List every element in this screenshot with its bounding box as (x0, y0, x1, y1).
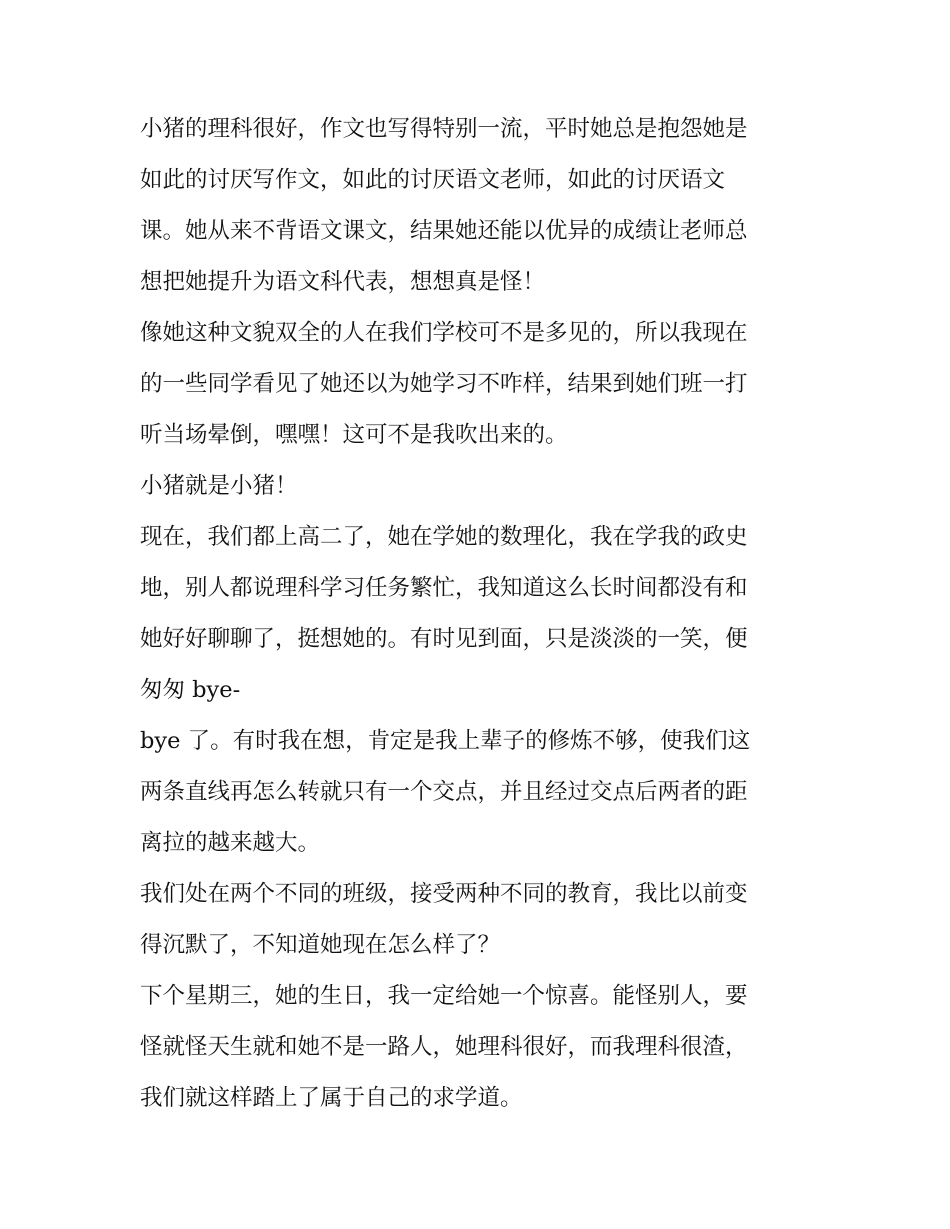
text-line: 下个星期三，她的生日，我一定给她一个惊喜。能怪别人，要 (140, 983, 748, 1009)
text-line: 像她这种文貌双全的人在我们学校可不是多见的，所以我现在 (140, 320, 748, 346)
text-line: 小猪就是小猪！ (140, 473, 298, 499)
text-line: 我们处在两个不同的班级，接受两种不同的教育，我比以前变 (140, 881, 748, 907)
text-line: 怪就怪天生就和她不是一路人，她理科很好，而我理科很渣， (140, 1034, 748, 1060)
text-line: 地，别人都说理科学习任务繁忙，我知道这么长时间都没有和 (140, 575, 748, 601)
text-line: bye 了。有时我在想，肯定是我上辈子的修炼不够，使我们这 (140, 728, 751, 754)
document-body (140, 104, 820, 1124)
text-line: 如此的讨厌写作文，如此的讨厌语文老师，如此的讨厌语文 (140, 167, 726, 193)
text-line: 两条直线再怎么转就只有一个交点，并且经过交点后两者的距 (140, 779, 748, 805)
text-line: 想把她提升为语文科代表，想想真是怪！ (140, 269, 546, 295)
text-line: 小猪的理科很好，作文也写得特别一流，平时她总是抱怨她是 (140, 116, 748, 142)
text-line: 得沉默了，不知道她现在怎么样了？ (140, 932, 501, 958)
text-line: 课。她从来不背语文课文，结果她还能以优异的成绩让老师总 (140, 218, 748, 244)
text-line: 她好好聊聊了，挺想她的。有时见到面，只是淡淡的一笑，便 (140, 626, 748, 652)
text-line: 匆匆 bye- (140, 677, 241, 703)
text-line: 离拉的越来越大。 (140, 830, 321, 856)
text-line: 现在，我们都上高二了，她在学她的数理化，我在学我的政史 (140, 524, 748, 550)
text-line: 听当场晕倒，嘿嘿！这可不是我吹出来的。 (140, 422, 568, 448)
text-line: 我们就这样踏上了属于自己的求学道。 (140, 1085, 523, 1111)
text-line: 的一些同学看见了她还以为她学习不咋样，结果到她们班一打 (140, 371, 748, 397)
